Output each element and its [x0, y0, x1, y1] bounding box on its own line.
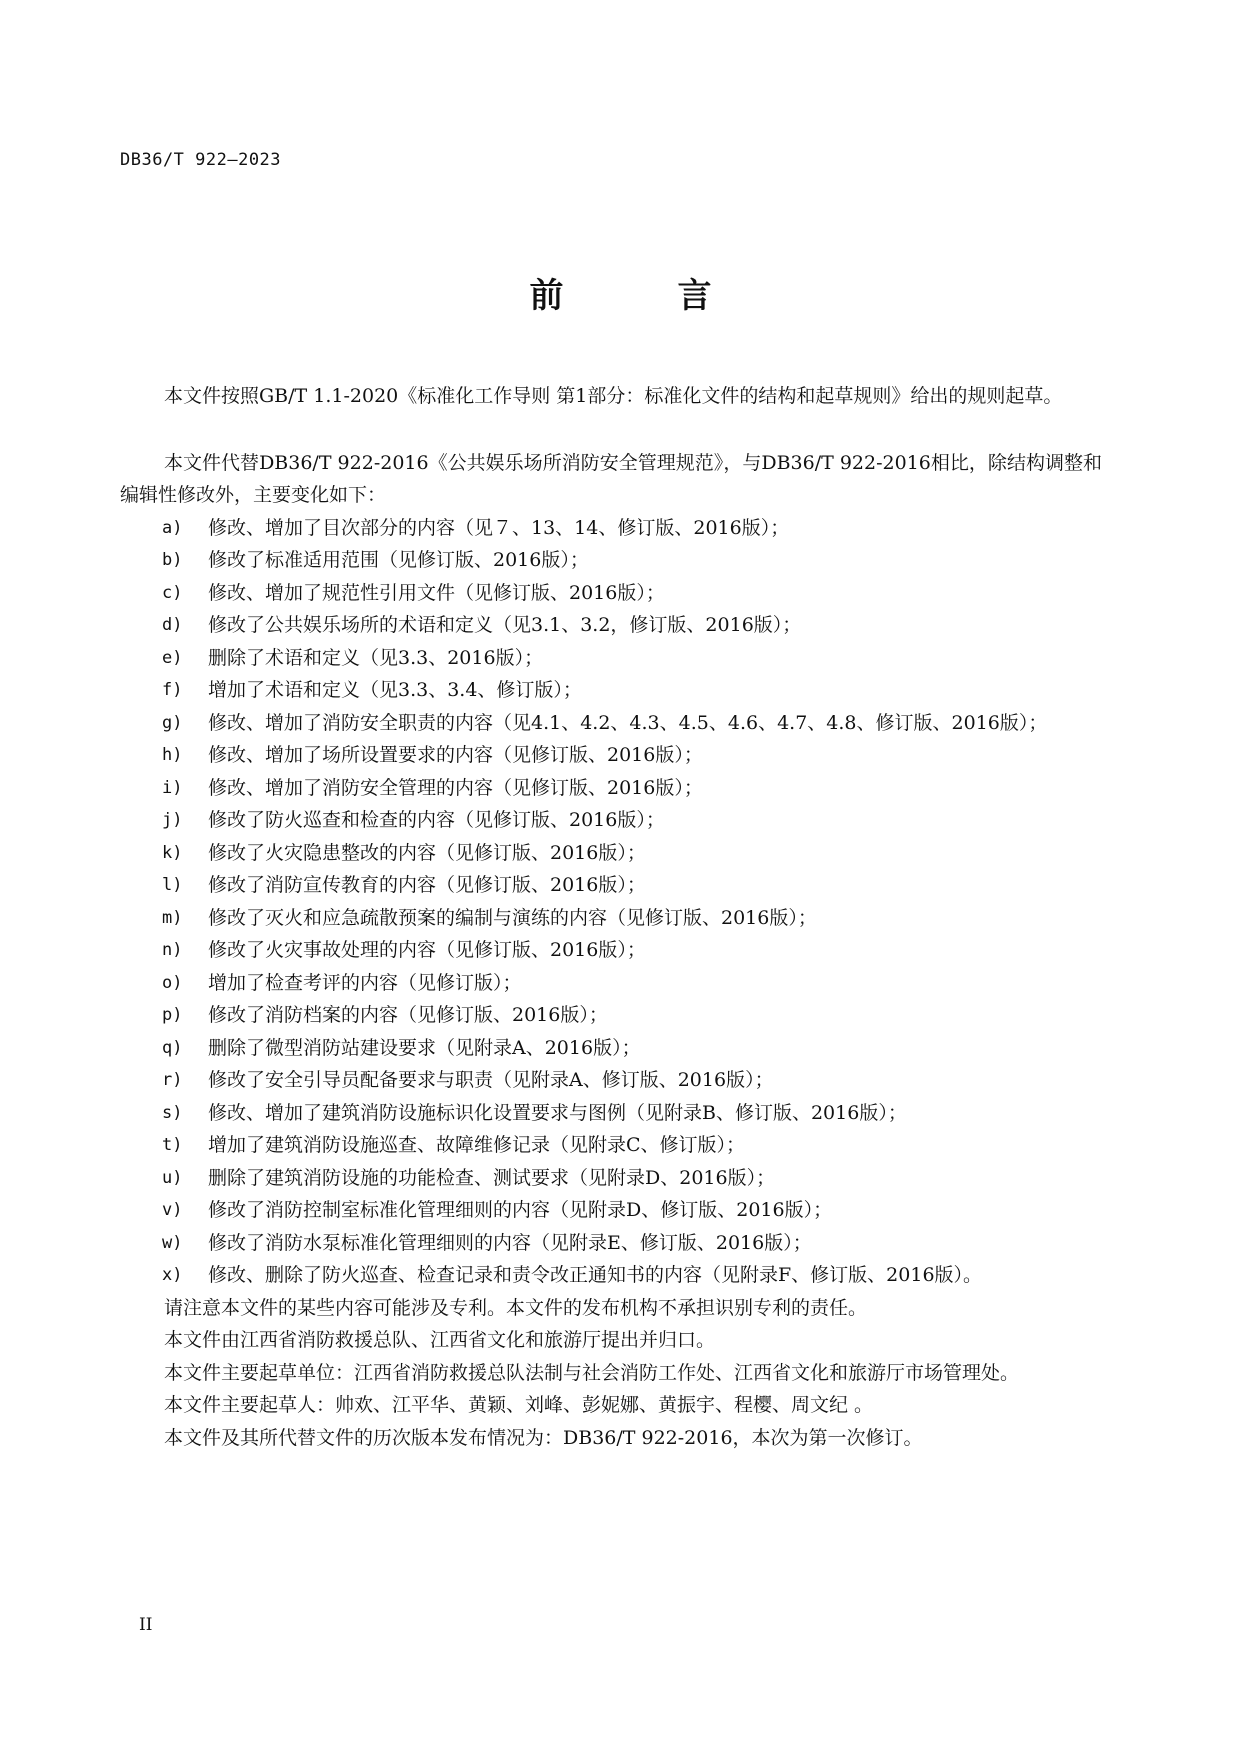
list-marker: j) — [162, 810, 183, 830]
list-item — [120, 739, 1102, 772]
proposer-statement: 本文件由江西省消防救援总队、江西省文化和旅游厅提出并归口。 — [164, 1329, 716, 1351]
list-item — [120, 1097, 1102, 1130]
changes-list — [120, 512, 1102, 1292]
list-item — [120, 544, 1102, 577]
list-item — [120, 609, 1102, 642]
list-text: 修改了公共娱乐场所的术语和定义（见3.1、3.2，修订版、2016版）； — [208, 614, 802, 636]
list-text: 修改了消防控制室标准化管理细则的内容（见附录D、修订版、2016版）； — [208, 1199, 833, 1221]
list-marker: r) — [162, 1070, 183, 1090]
list-marker: n) — [162, 940, 183, 960]
list-item — [120, 837, 1102, 870]
intro-paragraph-2: 本文件代替DB36/T 922-2016《公共娱乐场所消防安全管理规范》，与DB36/T 922-2016相比，除结构调整和编辑性修改外，主要变化如下： — [120, 451, 1102, 506]
list-text: 修改了火灾隐患整改的内容（见修订版、2016版）； — [208, 841, 646, 864]
list-marker: g) — [162, 712, 183, 733]
list-marker: m) — [162, 907, 183, 928]
list-text: 修改了灭火和应急疏散预案的编制与演练的内容（见修订版、2016版）； — [208, 906, 817, 929]
list-text: 删除了微型消防站建设要求（见附录A、2016版）； — [208, 1036, 641, 1059]
list-item — [120, 1129, 1102, 1162]
list-marker: w) — [162, 1232, 183, 1253]
list-item — [120, 869, 1102, 902]
list-marker: i) — [162, 777, 183, 798]
list-marker: x) — [162, 1265, 183, 1285]
page-title: 前 言 — [529, 276, 752, 316]
list-text: 修改了标准适用范围（见修订版、2016版）； — [208, 549, 589, 571]
list-text: 修改、增加了规范性引用文件（见修订版、2016版）； — [208, 581, 665, 604]
list-item — [120, 674, 1102, 707]
list-text: 修改了防火巡查和检查的内容（见修订版、2016版）； — [208, 809, 665, 831]
list-text: 修改了消防宣传教育的内容（见修订版、2016版）； — [208, 874, 646, 896]
list-item — [120, 804, 1102, 837]
list-text: 修改、增加了消防安全职责的内容（见4.1、4.2、4.3、4.5、4.6、4.7、4.8、修订版、2016版）； — [208, 711, 1048, 734]
list-text: 增加了建筑消防设施巡查、故障维修记录（见附录C、修订版）； — [208, 1134, 746, 1156]
list-marker: u) — [162, 1167, 183, 1188]
drafters: 本文件主要起草人：帅欢、江平华、黄颖、刘峰、彭妮娜、黄振宇、程樱、周文纪 。 — [164, 1394, 874, 1416]
list-marker: d) — [162, 615, 183, 635]
list-item — [120, 1259, 1102, 1292]
list-marker: o) — [162, 972, 183, 993]
patent-notice: 请注意本文件的某些内容可能涉及专利。本文件的发布机构不承担识别专利的责任。 — [164, 1296, 868, 1319]
version-history: 本文件及其所代替文件的历次版本发布情况为：DB36/T 922-2016，本次为第一次修订。 — [164, 1426, 923, 1449]
paragraph-gap — [120, 413, 1102, 447]
list-text: 增加了检查考评的内容（见修订版）； — [208, 971, 522, 994]
list-item — [120, 999, 1102, 1032]
list-text: 修改了消防档案的内容（见修订版、2016版）； — [208, 1004, 608, 1026]
list-marker: s) — [162, 1102, 183, 1123]
list-marker: c) — [162, 582, 183, 603]
list-marker: f) — [162, 680, 183, 700]
list-text: 修改、增加了目次部分的内容（见７、13、14、修订版、2016版）； — [208, 516, 790, 539]
list-item — [120, 1227, 1102, 1260]
list-marker: b) — [162, 550, 183, 570]
list-item — [120, 512, 1102, 545]
list-item — [120, 772, 1102, 805]
list-text: 修改了消防水泵标准化管理细则的内容（见附录E、修订版、2016版）； — [208, 1231, 812, 1254]
list-text: 删除了建筑消防设施的功能检查、测试要求（见附录D、2016版）； — [208, 1166, 776, 1189]
list-text: 修改、增加了消防安全管理的内容（见修订版、2016版）； — [208, 776, 703, 799]
list-item — [120, 1162, 1102, 1195]
list-text: 修改了安全引导员配备要求与职责（见附录A、修订版、2016版）； — [208, 1069, 774, 1091]
document-code: DB36/T 922—2023 — [120, 150, 282, 170]
intro-paragraph-1: 本文件按照GB/T 1.1-2020《标准化工作导则 第1部分：标准化文件的结构和起草规则》给出的规则起草。 — [164, 385, 1063, 407]
list-text: 增加了术语和定义（见3.3、3.4、修订版）； — [208, 679, 582, 701]
list-text: 修改、增加了场所设置要求的内容（见修订版、2016版）； — [208, 744, 703, 766]
list-text: 删除了术语和定义（见3.3、2016版）； — [208, 646, 544, 669]
list-marker: l) — [162, 875, 183, 895]
list-item — [120, 1194, 1102, 1227]
list-marker: v) — [162, 1200, 183, 1220]
list-marker: q) — [162, 1037, 183, 1058]
list-item — [120, 642, 1102, 675]
list-item — [120, 902, 1102, 935]
list-item — [120, 1064, 1102, 1097]
foreword-body — [120, 380, 1102, 1454]
page-number: II — [139, 1615, 153, 1635]
list-item — [120, 577, 1102, 610]
list-marker: p) — [162, 1005, 183, 1025]
list-marker: e) — [162, 647, 183, 668]
list-item — [120, 967, 1102, 1000]
list-text: 修改、增加了建筑消防设施标识化设置要求与图例（见附录B、修订版、2016版）； — [208, 1101, 907, 1124]
list-marker: k) — [162, 842, 183, 863]
list-item — [120, 1032, 1102, 1065]
list-item — [120, 707, 1102, 740]
list-text: 修改、删除了防火巡查、检查记录和责令改正通知书的内容（见附录F、修订版、2016版）。 — [208, 1264, 983, 1286]
list-marker: t) — [162, 1135, 183, 1155]
list-item — [120, 934, 1102, 967]
list-marker: a) — [162, 517, 183, 538]
drafting-units: 本文件主要起草单位：江西省消防救援总队法制与社会消防工作处、江西省文化和旅游厅市场管理处。 — [164, 1361, 1020, 1384]
list-marker: h) — [162, 745, 183, 765]
list-text: 修改了火灾事故处理的内容（见修订版、2016版）； — [208, 939, 646, 961]
